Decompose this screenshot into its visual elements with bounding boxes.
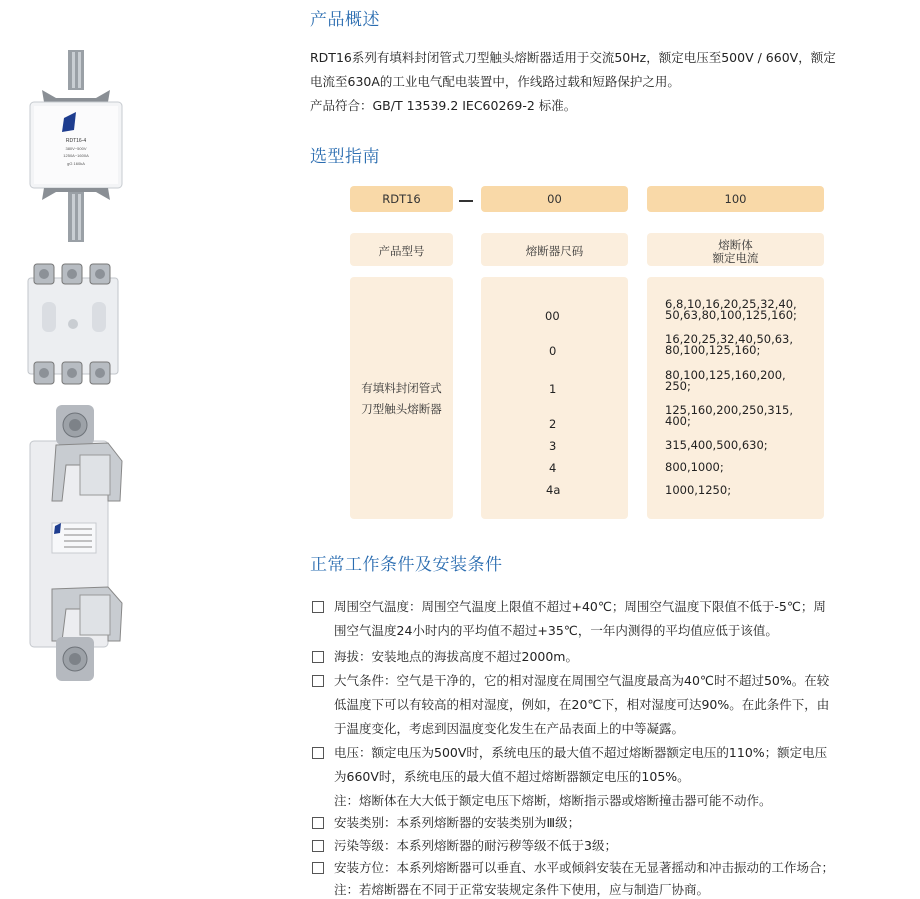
size-1: 1 — [549, 382, 557, 396]
current-line: 315,400,500,630; — [665, 438, 768, 452]
current-line: 400; — [665, 414, 691, 428]
overview-line-2: 电流至630A的工业电气配电装置中，作线路过载和短路保护之用。 — [310, 74, 680, 89]
guide-head-size: 00 — [481, 186, 628, 212]
checkbox-altitude[interactable] — [312, 651, 324, 663]
condition-line: 大气条件：空气是干净的，它的相对湿度在周围空气温度最高为40℃时不超过50%。在较 — [334, 673, 830, 688]
fuse-link-image — [20, 50, 130, 245]
condition-line: 电压：额定电压为500V时，系统电压的最大值不超过熔断器额定电压的110%；额定电压 — [334, 745, 828, 760]
current-line: 125,160,200,250,315, — [665, 403, 794, 417]
guide-label-model: 产品型号 — [350, 233, 453, 266]
overview-line-1: RDT16系列有填料封闭管式刀型触头熔断器适用于交流50Hz，额定电压至500V / 660V，额定 — [310, 50, 836, 65]
fuse-label-2: 380V~500V — [65, 146, 87, 151]
guide-title: 选型指南 — [310, 147, 380, 167]
checkbox-atmosphere[interactable] — [312, 675, 324, 687]
size-2: 2 — [549, 417, 557, 431]
size-3: 3 — [549, 439, 557, 453]
fuse-label-4: gG 160kA — [67, 161, 85, 166]
overview-title: 产品概述 — [310, 10, 380, 30]
size-0: 0 — [549, 344, 557, 358]
conditions-title: 正常工作条件及安装条件 — [310, 555, 503, 575]
overview-standard: 产品符合：GB/T 13539.2 IEC60269-2 标准。 — [310, 98, 577, 113]
size-4: 4 — [549, 461, 557, 475]
fuse-label-3: 1250A~1600A — [63, 153, 89, 158]
guide-head-model: RDT16 — [350, 186, 453, 212]
guide-label-size: 熔断器尺码 — [481, 233, 628, 266]
guide-product-cell — [350, 277, 453, 519]
condition-note: 注：熔断体在大大低于额定电压下熔断，熔断指示器或熔断撞击器可能不动作。 — [334, 793, 772, 808]
checkbox-ambient[interactable] — [312, 601, 324, 613]
current-line: 1000,1250; — [665, 483, 732, 497]
condition-line: 安装类别：本系列熔断器的安装类别为Ⅲ级； — [334, 815, 581, 830]
current-line: 50,63,80,100,125,160; — [665, 308, 797, 322]
product-name-line-2: 刀型触头熔断器 — [361, 402, 442, 416]
current-line: 80,100,125,160; — [665, 343, 761, 357]
current-line: 80,100,125,160,200, — [665, 368, 786, 382]
guide-label-current: 熔断体 额定电流 — [647, 233, 824, 266]
condition-line: 污染等级：本系列熔断器的耐污秽等级不低于3级； — [334, 838, 617, 853]
checkbox-voltage[interactable] — [312, 747, 324, 759]
checkbox-orientation[interactable] — [312, 862, 324, 874]
condition-line: 为660V时，系统电压的最大值不超过熔断器额定电压的105%。 — [334, 769, 690, 784]
single-pole-base-image — [22, 405, 134, 685]
current-line: 6,8,10,16,20,25,32,40, — [665, 297, 797, 311]
condition-line: 安装方位：本系列熔断器可以垂直、水平或倾斜安装在无显著摇动和冲击振动的工作场合； — [334, 860, 835, 875]
checkbox-install-category[interactable] — [312, 817, 324, 829]
condition-line: 周围空气温度：周围空气温度上限值不超过+40℃；周围空气温度下限值不低于-5℃；周 — [334, 599, 826, 614]
condition-line: 低温度下可以有较高的相对湿度，例如，在20℃下，相对湿度可达90%。在此条件下，由 — [334, 697, 830, 712]
current-line: 16,20,25,32,40,50,63, — [665, 332, 794, 346]
condition-line: 海拔：安装地点的海拔高度不超过2000m。 — [334, 649, 578, 664]
checkbox-pollution[interactable] — [312, 840, 324, 852]
condition-note: 注：若熔断器在不同于正常安装规定条件下使用，应与制造厂协商。 — [334, 882, 710, 897]
size-00: 00 — [545, 309, 560, 323]
condition-line: 于温度变化，考虑到因温度变化发生在产品表面上的中等凝露。 — [334, 721, 685, 736]
current-line: 800,1000; — [665, 460, 724, 474]
three-pole-base-image — [20, 262, 125, 390]
guide-head-current: 100 — [647, 186, 824, 212]
guide-dash — [459, 200, 473, 202]
condition-line: 围空气温度24小时内的平均值不超过+35℃，一年内测得的平均值应低于该值。 — [334, 623, 778, 638]
fuse-label-1: RDT16-4 — [65, 138, 87, 144]
product-name-line-1: 有填料封闭管式 — [361, 381, 442, 395]
current-line: 250; — [665, 379, 691, 393]
size-4a: 4a — [546, 483, 561, 497]
